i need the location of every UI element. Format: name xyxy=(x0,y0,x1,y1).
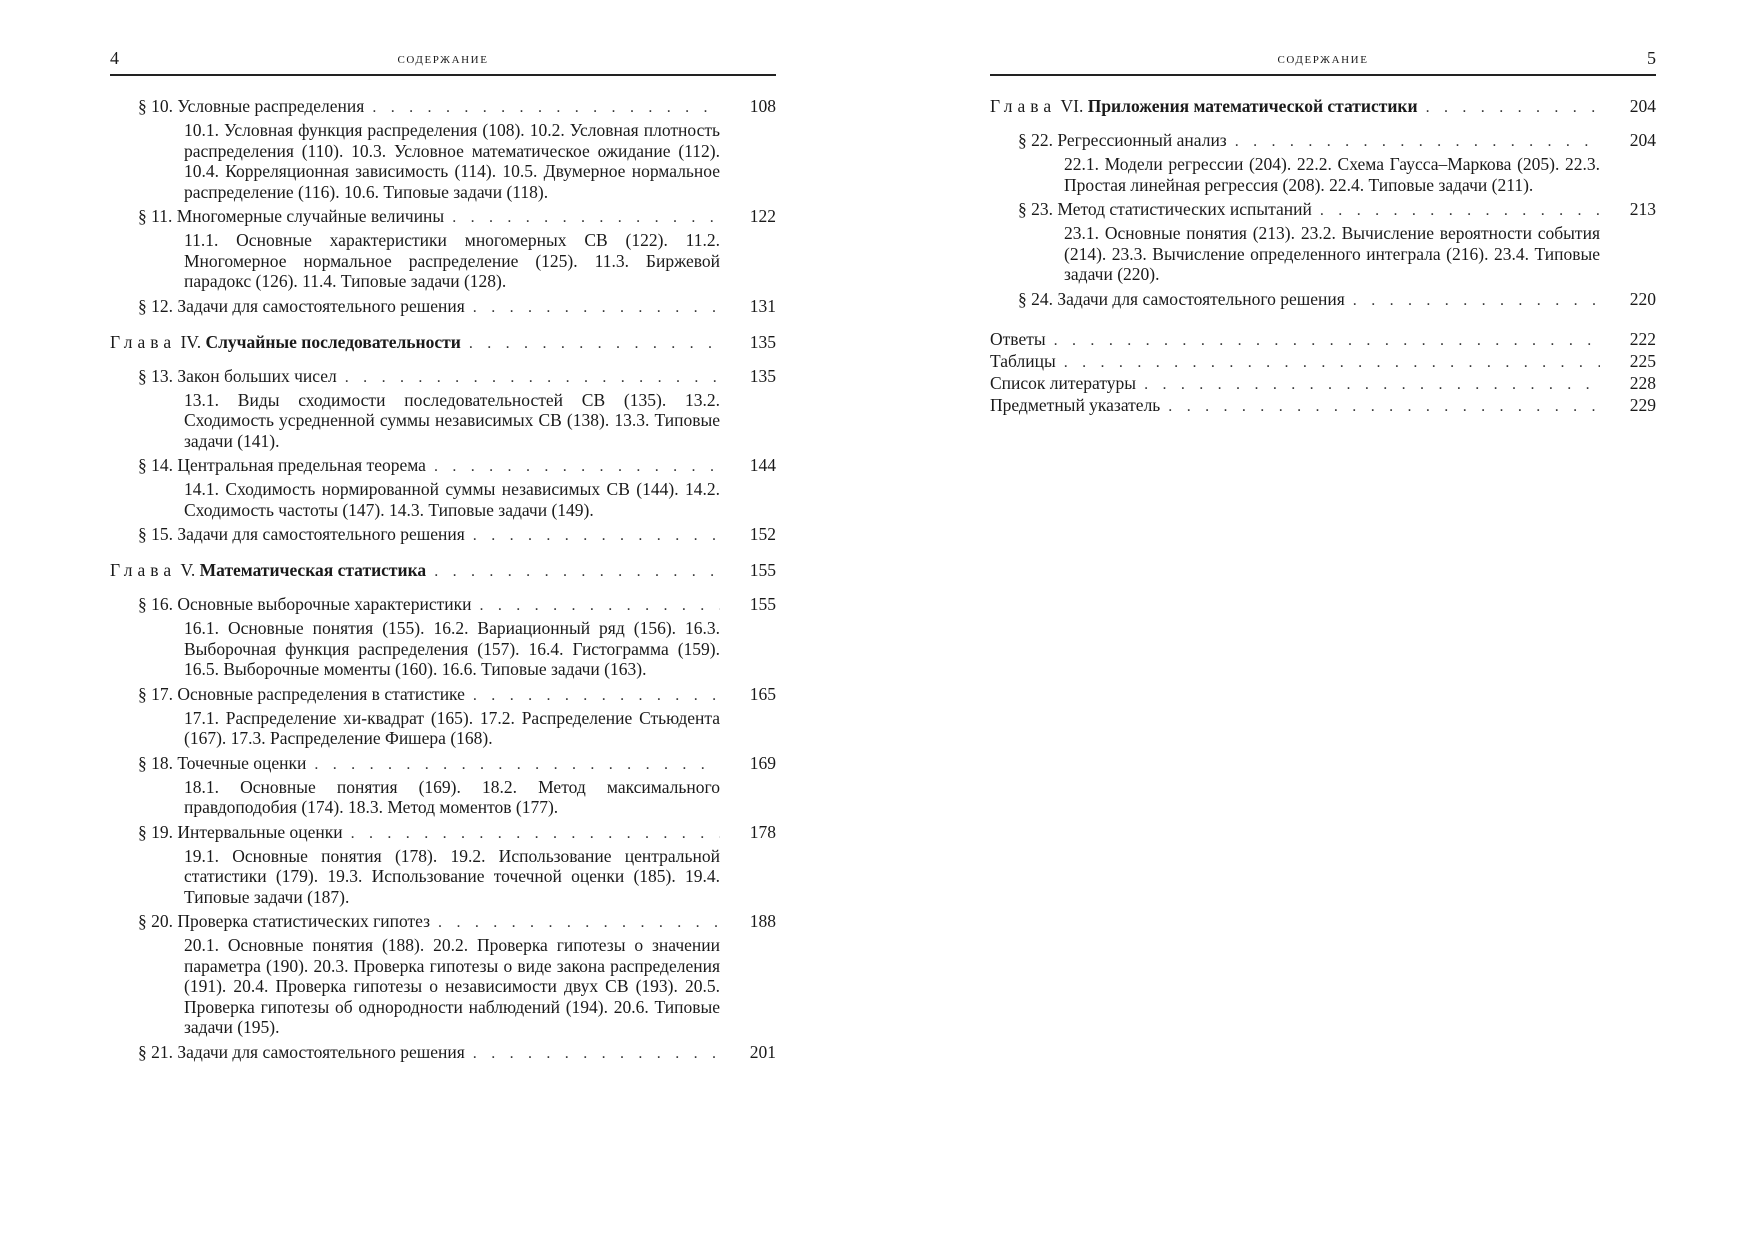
chapter-word: Глава xyxy=(990,96,1057,116)
section-line xyxy=(138,96,720,118)
backmatter-list xyxy=(990,329,1656,417)
right-page xyxy=(990,44,1656,417)
chapter-title: Математическая статистика xyxy=(199,560,427,580)
section-page-number: 220 xyxy=(1629,288,1656,309)
dot-leader xyxy=(1353,290,1600,311)
toc-section-entry[interactable] xyxy=(990,289,1656,311)
dot-leader xyxy=(434,456,720,477)
toc-section-entry[interactable] xyxy=(110,911,776,933)
toc-chapter-entry[interactable] xyxy=(990,96,1656,118)
backmatter-page-number: 222 xyxy=(1629,328,1656,349)
dot-leader xyxy=(345,367,720,388)
chapter-heading xyxy=(110,332,461,353)
section-line xyxy=(138,296,720,318)
toc-section-entry[interactable] xyxy=(110,366,776,388)
chapter-line xyxy=(110,332,720,354)
section-line xyxy=(138,594,720,616)
toc-section-entry[interactable] xyxy=(110,96,776,118)
backmatter-page-number: 228 xyxy=(1629,372,1656,393)
dot-leader xyxy=(452,207,720,228)
left-page xyxy=(110,44,776,1064)
section-page-number: 131 xyxy=(749,295,776,316)
dot-leader xyxy=(1426,97,1600,118)
dot-leader xyxy=(1235,131,1600,152)
subsection-list: 13.1. Виды сходимости последовательностей СВ (135). 13.2. Сходимость усредненной суммы независимых СВ (138). 13.3. Типовые задачи (141). xyxy=(184,389,720,451)
chapter-number: V. xyxy=(180,560,196,580)
subsection-list: 14.1. Сходимость нормированной суммы независимых СВ (144). 14.2. Сходимость частоты (147). 14.3. Типовые задачи (149). xyxy=(184,479,720,520)
backmatter-entry[interactable] xyxy=(990,373,1656,395)
chapter-heading xyxy=(110,560,426,581)
section-title: § 10. Условные распределения xyxy=(138,96,365,116)
dot-leader xyxy=(473,1043,720,1064)
section-page-number: 204 xyxy=(1629,130,1656,150)
subsection-list: 18.1. Основные понятия (169). 18.2. Метод максимального правдоподобия (174). 18.3. Метод моментов (177). xyxy=(184,776,720,817)
dot-leader xyxy=(1168,396,1600,417)
dot-leader xyxy=(372,97,720,118)
chapter-page-number: 155 xyxy=(749,560,776,580)
page-number: 5 xyxy=(1647,48,1656,68)
section-line xyxy=(138,822,720,844)
subsection-list: 23.1. Основные понятия (213). 23.2. Вычисление вероятности события (214). 23.3. Вычисление определенного интеграла (216). 23.4. Типовые задачи (220). xyxy=(1064,223,1600,284)
section-page-number: 213 xyxy=(1629,199,1656,219)
section-line xyxy=(138,1042,720,1064)
dot-leader xyxy=(1054,330,1600,351)
section-title: § 14. Центральная предельная теорема xyxy=(138,455,426,475)
backmatter-line xyxy=(990,329,1600,351)
section-page-number: 178 xyxy=(749,821,776,842)
toc-section-entry[interactable] xyxy=(110,1042,776,1064)
running-head-title: СОДЕРЖАНИЕ xyxy=(397,54,489,66)
subsection-list: 22.1. Модели регрессии (204). 22.2. Схема Гаусса–Маркова (205). 22.3. Простая линейная регрессия (208). 22.4. Типовые задачи (211). xyxy=(1064,154,1600,195)
toc-section-entry[interactable] xyxy=(110,594,776,616)
section-line xyxy=(138,206,720,228)
section-line xyxy=(1018,289,1600,311)
toc-chapter-entry[interactable] xyxy=(110,560,776,582)
subsection-list: 11.1. Основные характеристики многомерных СВ (122). 11.2. Многомерное нормальное распределение (125). 11.3. Биржевой парадокс (126). 11.4. Типовые задачи (128). xyxy=(184,230,720,291)
toc-chapter-entry[interactable] xyxy=(110,332,776,354)
section-line xyxy=(138,524,720,546)
dot-leader xyxy=(473,525,720,546)
section-title: § 23. Метод статистических испытаний xyxy=(1018,199,1312,219)
subsection-list: 10.1. Условная функция распределения (108). 10.2. Условная плотность распределения (110). 10.3. Условное математическое ожидание (112). 10.4. Корреляционная зависимость (114). 10.5. Двумерное нормальное распределение (116). 10.6. Типовые задачи (118). xyxy=(184,120,720,202)
dot-leader xyxy=(469,333,720,354)
section-page-number: 152 xyxy=(749,524,776,544)
section-page-number: 122 xyxy=(749,206,776,226)
toc-section-entry[interactable] xyxy=(110,684,776,706)
table-of-contents xyxy=(990,96,1656,311)
section-title: § 17. Основные распределения в статистике xyxy=(138,683,465,704)
backmatter-line xyxy=(990,395,1600,417)
toc-section-entry[interactable] xyxy=(990,130,1656,152)
toc-section-entry[interactable] xyxy=(110,296,776,318)
section-title: § 16. Основные выборочные характеристики xyxy=(138,594,472,614)
section-page-number: 108 xyxy=(749,96,776,116)
section-title: § 21. Задачи для самостоятельного решения xyxy=(138,1041,465,1062)
table-of-contents xyxy=(110,96,776,1064)
backmatter-entry[interactable] xyxy=(990,329,1656,351)
page-number: 4 xyxy=(110,48,119,68)
dot-leader xyxy=(473,297,720,318)
backmatter-title: Таблицы xyxy=(990,350,1056,371)
chapter-number: VI. xyxy=(1060,96,1084,116)
section-title: § 11. Многомерные случайные величины xyxy=(138,206,445,226)
backmatter-line xyxy=(990,373,1600,395)
subsection-list: 19.1. Основные понятия (178). 19.2. Использование центральной статистики (179). 19.3. Использование точечной оценки (185). 19.4. Типовые задачи (187). xyxy=(184,845,720,907)
toc-section-entry[interactable] xyxy=(990,199,1656,221)
section-title: § 13. Закон больших чисел xyxy=(138,365,337,386)
toc-section-entry[interactable] xyxy=(110,524,776,546)
dot-leader xyxy=(438,912,720,933)
backmatter-page-number: 229 xyxy=(1629,394,1656,415)
running-head xyxy=(990,44,1656,76)
section-line xyxy=(138,684,720,706)
chapter-page-number: 135 xyxy=(749,331,776,352)
section-page-number: 165 xyxy=(749,683,776,704)
chapter-line xyxy=(110,560,720,582)
section-title: § 15. Задачи для самостоятельного решения xyxy=(138,524,465,544)
dot-leader xyxy=(1064,352,1600,373)
section-line xyxy=(138,911,720,933)
chapter-number: IV. xyxy=(180,331,202,352)
section-page-number: 188 xyxy=(749,911,776,931)
subsection-list: 16.1. Основные понятия (155). 16.2. Вариационный ряд (156). 16.3. Выборочная функция распределения (157). 16.4. Гистограмма (159). 16.5. Выборочные моменты (160). 16.6. Типовые задачи (163). xyxy=(184,618,720,679)
section-title: § 18. Точечные оценки xyxy=(138,752,307,773)
backmatter-page-number: 225 xyxy=(1629,350,1656,371)
section-title: § 22. Регрессионный анализ xyxy=(1018,130,1227,150)
section-title: § 12. Задачи для самостоятельного решения xyxy=(138,295,465,316)
section-page-number: 135 xyxy=(749,365,776,386)
chapter-word: Глава xyxy=(110,560,177,580)
section-line xyxy=(1018,130,1600,152)
section-page-number: 155 xyxy=(749,594,776,614)
running-head xyxy=(110,44,776,76)
dot-leader xyxy=(1320,200,1600,221)
section-line xyxy=(1018,199,1600,221)
dot-leader xyxy=(473,685,720,706)
chapter-title: Приложения математической статистики xyxy=(1087,96,1418,116)
backmatter-title: Список литературы xyxy=(990,372,1137,393)
section-title: § 20. Проверка статистических гипотез xyxy=(138,911,431,931)
toc-section-entry[interactable] xyxy=(110,822,776,844)
backmatter-title: Ответы xyxy=(990,328,1046,349)
section-title: § 19. Интервальные оценки xyxy=(138,821,343,842)
dot-leader xyxy=(479,595,720,616)
chapter-page-number: 204 xyxy=(1629,96,1656,116)
backmatter-entry[interactable] xyxy=(990,395,1656,417)
dot-leader xyxy=(314,754,720,775)
backmatter-entry[interactable] xyxy=(990,351,1656,373)
section-page-number: 201 xyxy=(749,1041,776,1062)
subsection-list: 17.1. Распределение хи-квадрат (165). 17.2. Распределение Стьюдента (167). 17.3. Распределение Фишера (168). xyxy=(184,707,720,748)
toc-section-entry[interactable] xyxy=(110,753,776,775)
toc-section-entry[interactable] xyxy=(110,206,776,228)
chapter-heading xyxy=(990,96,1418,117)
dot-leader xyxy=(1144,374,1600,395)
chapter-line xyxy=(990,96,1600,118)
dot-leader xyxy=(351,823,720,844)
toc-section-entry[interactable] xyxy=(110,455,776,477)
dot-leader xyxy=(434,561,720,582)
subsection-list: 20.1. Основные понятия (188). 20.2. Проверка гипотезы о значении параметра (190). 20.3. Проверка гипотезы о виде закона распределения (191). 20.4. Проверка гипотезы о независимости двух СВ (193). 20.5. Проверка гипотезы об однородности наблюдений (194). 20.6. Типовые задачи (195). xyxy=(184,935,720,1037)
backmatter-line xyxy=(990,351,1600,373)
section-line xyxy=(138,753,720,775)
backmatter-title: Предметный указатель xyxy=(990,394,1161,415)
running-head-title: СОДЕРЖАНИЕ xyxy=(1277,54,1369,66)
section-line xyxy=(138,455,720,477)
chapter-word: Глава xyxy=(110,331,177,352)
section-title: § 24. Задачи для самостоятельного решения xyxy=(1018,288,1345,309)
section-line xyxy=(138,366,720,388)
section-page-number: 144 xyxy=(749,455,776,475)
chapter-title: Случайные последовательности xyxy=(205,331,461,352)
section-page-number: 169 xyxy=(749,752,776,773)
